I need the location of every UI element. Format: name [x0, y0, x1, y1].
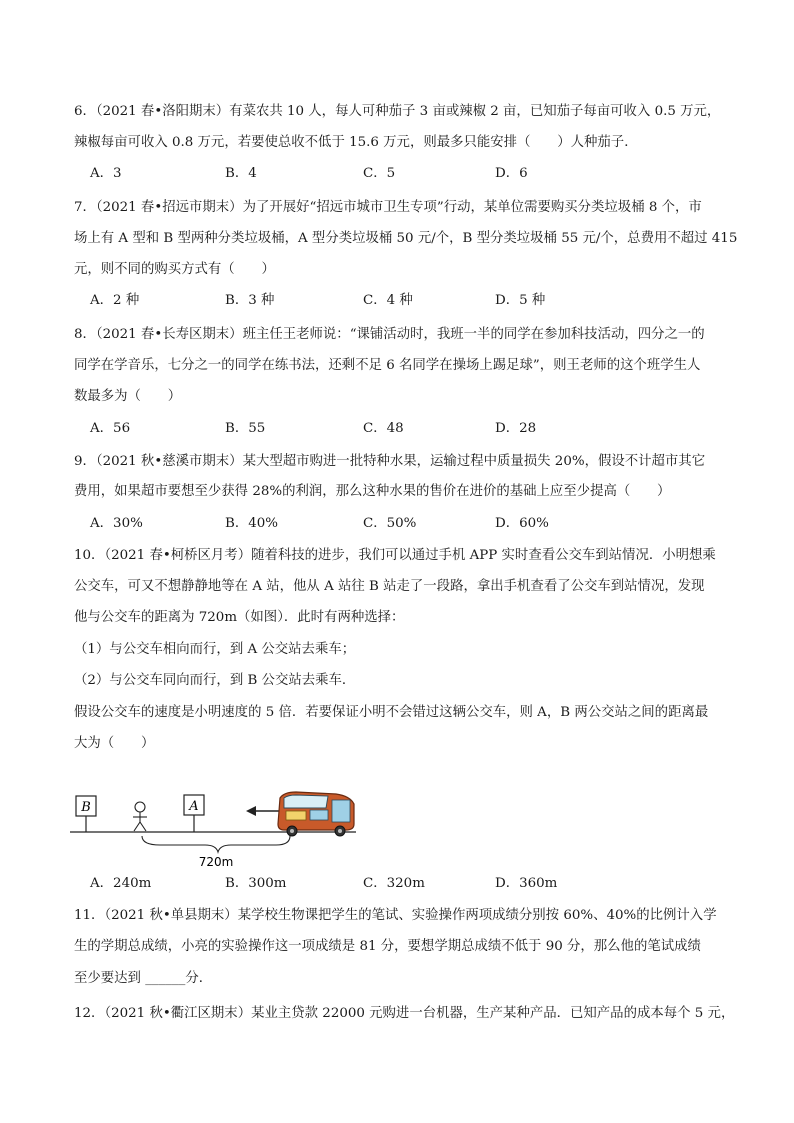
q10-option-c: C．320m	[363, 876, 425, 891]
q9-option-b: B．40%	[225, 516, 278, 531]
q9-option-a: A．30%	[90, 516, 143, 531]
q10-option-b: B．300m	[225, 876, 287, 891]
q7-option-a: A．2 种	[90, 293, 140, 308]
q10-option-a: A．240m	[90, 876, 152, 891]
q7-line-2: 场上有 A 型和 B 型两种分类垃圾桶，A 型分类垃圾桶 50 元/个，B 型分类垃圾桶 55 元/个，总费用不超过 415	[74, 231, 738, 246]
q8-options	[90, 419, 710, 439]
q10-line-2: 公交车，可又不想静静地等在 A 站，他从 A 站往 B 站走了一段路，拿出手机查看了公交车到站情况，发现	[74, 579, 705, 594]
q10-line-7: 大为（ ）	[74, 736, 155, 751]
q8-line-3: 数最多为（ ）	[74, 389, 182, 404]
q10-options	[90, 874, 710, 894]
bus-icon	[278, 792, 354, 836]
q7-line-3: 元，则不同的购买方式有（ ）	[74, 262, 275, 277]
q10-figure	[70, 790, 370, 870]
q12-line-1: 12．（2021 秋•衢江区期末）某业主贷款 22000 元购进一台机器，生产某种产品．已知产品的成本每个 5 元，	[74, 1006, 735, 1021]
q6-line-2: 辣椒每亩可收入 0.8 万元，若要使总收不低于 15.6 万元，则最多只能安排（ ）人种茄子．	[74, 135, 638, 150]
stop-a-label: A	[189, 799, 199, 814]
q9-line-2: 费用，如果超市要想至少获得 28%的利润，那么这种水果的售价在进价的基础上应至少提高（ ）	[74, 484, 671, 499]
q9-option-d: D．60%	[495, 516, 549, 531]
q8-option-c: C．48	[363, 421, 404, 436]
q8-line-2: 同学在学音乐，七分之一的同学在练书法，还剩不足 6 名同学在操场上踢足球”，则王老师的这个班学生人	[74, 358, 701, 373]
q6-option-a: A．3	[90, 166, 122, 181]
q10-line-6: 假设公交车的速度是小明速度的 5 倍．若要保证小明不会错过这辆公交车，则 A，B 两公交站之间的距离最	[74, 705, 709, 720]
q7-options	[90, 291, 710, 311]
person-icon	[135, 802, 145, 812]
q6-option-d: D．6	[495, 166, 528, 181]
q7-line-1: 7．（2021 春•招远市期末）为了开展好“招远市城市卫生专项”行动，某单位需要购买分类垃圾桶 8 个，市	[74, 200, 702, 215]
q10-line-1: 10．（2021 春•柯桥区月考）随着科技的进步，我们可以通过手机 APP 实时查看公交车到站情况．小明想乘	[74, 548, 716, 563]
q11-line-2: 生的学期总成绩，小亮的实验操作这一项成绩是 81 分，要想学期总成绩不低于 90 分，那么他的笔试成绩	[74, 939, 701, 954]
q8-option-d: D．28	[495, 421, 537, 436]
q8-line-1: 8．（2021 春•长寿区期末）班主任王老师说：“课铺活动时，我班一半的同学在参加科技活动，四分之一的	[74, 327, 705, 342]
q8-option-b: B．55	[225, 421, 266, 436]
q10-line-3: 他与公交车的距离为 720m（如图）．此时有两种选择：	[74, 610, 405, 625]
q10-line-5: （2）与公交车同向而行，到 B 公交站去乘车．	[74, 673, 356, 688]
q10-line-4: （1）与公交车相向而行，到 A 公交站去乘车；	[74, 642, 356, 657]
q6-option-b: B．4	[225, 166, 257, 181]
q11-line-3: 至少要达到 ______分．	[74, 971, 213, 986]
arrow-head-icon	[246, 806, 256, 816]
q6-line-1: 6．（2021 春•洛阳期末）有菜农共 10 人，每人可种茄子 3 亩或辣椒 2 亩，已知茄子每亩可收入 0.5 万元，	[74, 104, 721, 119]
q6-options	[90, 164, 710, 184]
distance-label: 720m	[198, 855, 234, 869]
distance-brace	[142, 836, 290, 852]
q6-option-c: C．5	[363, 166, 396, 181]
q7-option-c: C．4 种	[363, 293, 413, 308]
q9-options	[90, 514, 710, 534]
bus-stop-diagram	[70, 790, 370, 870]
q11-line-1: 11．（2021 秋•单县期末）某学校生物课把学生的笔试、实验操作两项成绩分别按 60%、40%的比例计入学	[74, 908, 717, 923]
stop-b-label: B	[81, 800, 91, 815]
q9-line-1: 9．（2021 秋•慈溪市期末）某大型超市购进一批特种水果，运输过程中质量损失 20%，假设不计超市其它	[74, 454, 706, 469]
q10-option-d: D．360m	[495, 876, 558, 891]
q7-option-b: B．3 种	[225, 293, 275, 308]
q8-option-a: A．56	[90, 421, 131, 436]
q7-option-d: D．5 种	[495, 293, 546, 308]
q9-option-c: C．50%	[363, 516, 417, 531]
